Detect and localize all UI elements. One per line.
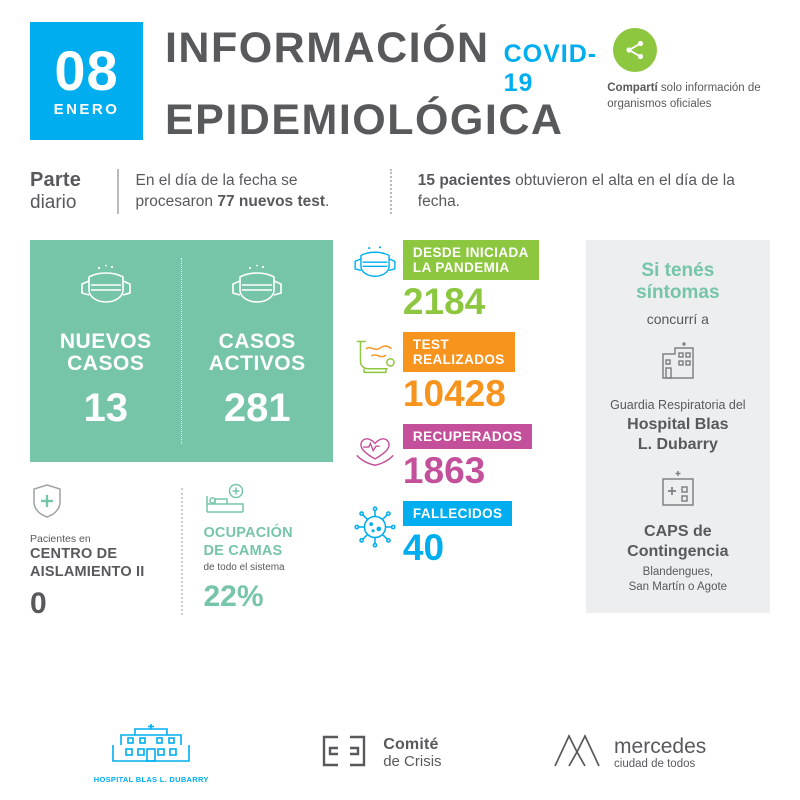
stat-value: 1863 <box>402 450 486 492</box>
face-mask-icon <box>228 264 286 313</box>
parte-diario-label <box>30 169 119 214</box>
stat-caption: Pacientes en <box>30 533 91 546</box>
shield-cross-icon <box>30 482 173 525</box>
hospital-logo-caption: HOSPITAL BLAS L. DUBARRY <box>93 775 209 784</box>
stat-label-line2: AISLAMIENTO II <box>30 563 145 580</box>
stat-tag-line2: LA PANDEMIA <box>412 260 510 276</box>
stat-value: 2184 <box>402 281 486 323</box>
guardia-line: Guardia Respiratoria del <box>610 397 746 412</box>
hospital-name <box>600 415 756 454</box>
face-mask-icon <box>347 240 403 282</box>
stat-label <box>209 331 306 376</box>
parte-right-post: obtuvieron el alta en el día de la fecha. <box>417 172 735 210</box>
caps-name-line2: Contingencia <box>627 542 729 560</box>
parte-text-right <box>392 169 770 212</box>
stat-label-line2: DE CAMAS <box>203 542 283 559</box>
stat-tag-line1: TEST <box>412 337 450 353</box>
stat-tag <box>403 501 513 526</box>
stat-label <box>30 546 173 581</box>
date-day: 08 <box>54 38 119 102</box>
comite-label-line1: Comité <box>383 736 439 754</box>
green-stats-panel <box>30 240 333 462</box>
stat-label <box>60 331 152 376</box>
parte-left-pre: En el día de la fecha se procesaron <box>135 172 298 210</box>
stat-subcaption: de todo el sistema <box>203 561 285 573</box>
stat-tag-line1: FALLECIDOS <box>412 506 503 522</box>
parte-left-post: . <box>325 192 330 210</box>
footer-logos <box>0 723 800 784</box>
hospital-name-line2: L. Dubarry <box>637 435 718 453</box>
panel-subtitle: concurrí a <box>646 310 709 327</box>
hospital-building-icon <box>600 340 756 389</box>
header <box>0 0 800 143</box>
share-text-bold: Compartí <box>607 82 658 94</box>
page-title <box>165 22 607 143</box>
share-text <box>607 81 770 112</box>
stat-value: 0 <box>30 587 47 621</box>
stat-label-line1: CENTRO DE <box>30 546 118 563</box>
logo-hospital <box>94 723 209 784</box>
comite-brackets-icon <box>316 731 374 776</box>
stat-tag-line2: REALIZADOS <box>412 352 505 368</box>
stat-recuperados <box>347 424 572 491</box>
parte-label-bold: Parte <box>30 169 82 192</box>
logo-mercedes <box>549 730 706 777</box>
share-text-rest: solo información de organismos oficiales <box>607 82 761 110</box>
panel-title-line2: síntomas <box>636 281 720 303</box>
stat-value: 40 <box>402 527 445 569</box>
share-icon[interactable] <box>613 28 657 72</box>
hospital-name-line1: Hospital Blas <box>627 416 729 434</box>
comite-label-line2: de Crisis <box>383 753 442 771</box>
parte-diario-row <box>30 169 770 218</box>
parte-left-bold: 77 nuevos test <box>217 192 326 210</box>
heart-hand-icon <box>347 424 403 468</box>
stat-desde-iniciada-pandemia <box>347 240 572 322</box>
virus-icon <box>347 501 403 549</box>
stat-nuevos-casos <box>30 240 181 462</box>
parte-right-bold: 15 pacientes <box>417 172 511 190</box>
parte-label-light: diario <box>30 192 77 214</box>
stat-label-line1: CASOS <box>218 330 296 354</box>
stat-tag-line1: DESDE INICIADA <box>412 245 529 261</box>
mercedes-label-line1: mercedes <box>614 734 707 758</box>
stat-value: 13 <box>83 385 128 430</box>
parte-text-left <box>119 169 373 212</box>
first-aid-building-icon <box>600 467 756 514</box>
stat-ocupacion-camas <box>181 482 332 621</box>
hospital-logo-icon <box>94 723 209 772</box>
stat-tag <box>403 332 515 372</box>
caps-locations-line2: San Martín o Agote <box>628 581 728 594</box>
left-column <box>30 240 333 621</box>
panel-title <box>600 260 756 304</box>
stat-value: 22% <box>203 579 264 613</box>
hospital-bed-icon <box>203 482 324 525</box>
stat-label-line2: CASOS <box>67 352 145 376</box>
share-block <box>607 22 770 112</box>
date-badge <box>30 22 143 140</box>
caps-name-line1: CAPS de <box>644 523 712 541</box>
bottom-left-stats <box>30 482 333 621</box>
covid-tag: COVID-19 <box>503 40 598 97</box>
main-content <box>30 240 770 621</box>
date-month: ENERO <box>53 101 120 119</box>
stat-casos-activos <box>181 240 332 462</box>
face-mask-icon <box>77 264 135 313</box>
stat-tag-line1: RECUPERADOS <box>412 429 523 445</box>
stat-test-realizados <box>347 332 572 414</box>
stat-tag <box>403 240 539 280</box>
stat-label-line2: ACTIVOS <box>208 352 306 376</box>
bottom-left-divider <box>181 488 183 615</box>
title-line-1: INFORMACIÓN <box>164 24 490 72</box>
stat-label <box>203 525 324 560</box>
stat-fallecidos <box>347 501 572 568</box>
panel-title-line1: Si tenés <box>641 260 715 282</box>
lab-test-icon <box>347 332 403 376</box>
middle-column <box>347 240 572 578</box>
title-line-2: EPIDEMIOLÓGICA <box>164 96 564 144</box>
caps-locations <box>600 565 756 595</box>
caps-name <box>600 522 756 561</box>
caps-locations-line1: Blandengues, <box>642 566 714 579</box>
stat-tag <box>403 424 532 449</box>
stat-value: 281 <box>223 385 291 430</box>
logo-comite-crisis <box>316 731 441 776</box>
mercedes-m-icon <box>549 730 605 777</box>
stat-label-line1: NUEVOS <box>59 330 152 354</box>
stat-centro-aislamiento <box>30 482 181 621</box>
mercedes-label-line2: ciudad de todos <box>614 757 696 770</box>
stat-value: 10428 <box>402 373 506 415</box>
stat-label-line1: OCUPACIÓN <box>203 525 293 542</box>
sintomas-panel <box>586 240 770 613</box>
panel-divider <box>181 258 182 444</box>
